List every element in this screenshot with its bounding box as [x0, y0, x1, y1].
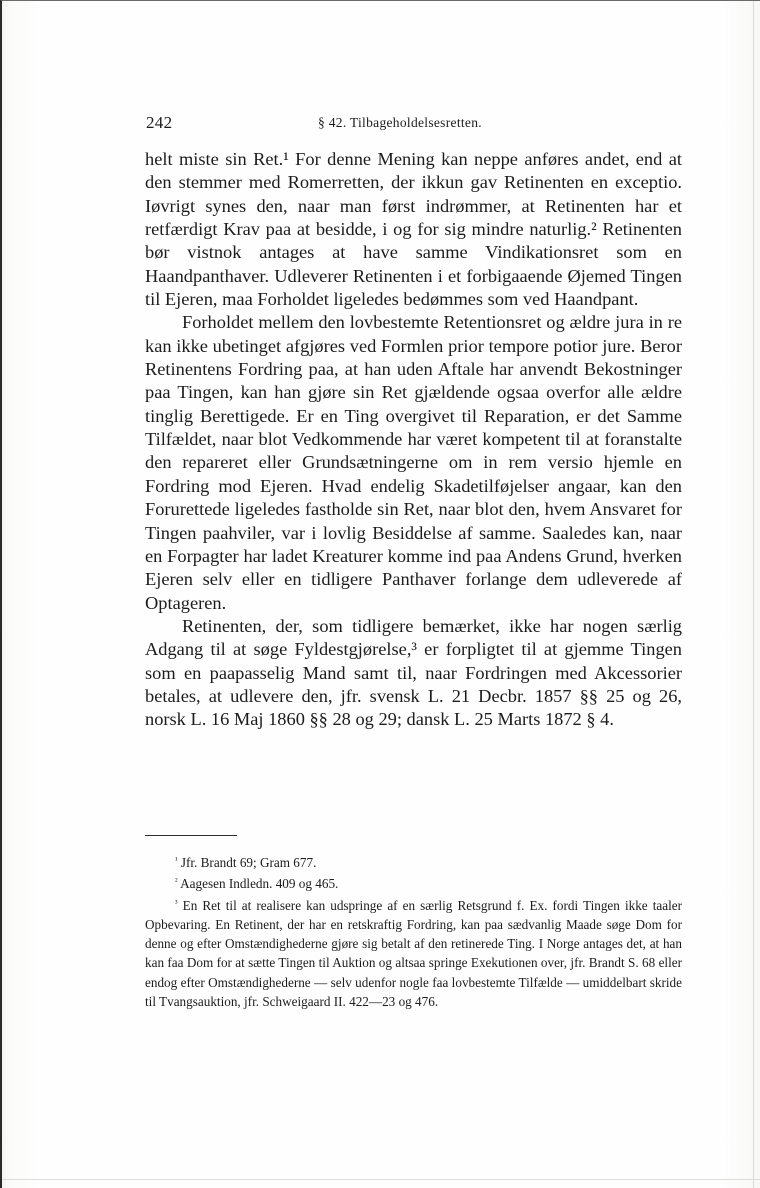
footnote-mark: ¹ [175, 855, 178, 865]
footnote-mark: ³ [175, 897, 178, 908]
paragraph: helt miste sin Ret.¹ For denne Mening kan neppe anføres andet, end at den stemmer med Romerretten, der ikkun gav Retinenten en exceptio. Iøvrigt synes den, naar man først indrømmer, at Retinenten har et retfærdigt Krav paa at besidde, i og for sig mindre naturlig.² Retinenten bør vistnok antages at have samme Vindikationsret som en Haandpanthaver. Udleverer Retinenten i et forbigaaende Øjemed Tingen til Ejeren, maa Forholdet ligeledes bedømmes som ved Haandpant. [145, 149, 682, 310]
footnote-text: Jfr. Brandt 69; Gram 677. [180, 855, 317, 870]
footnote-mark: ² [175, 876, 178, 887]
paragraph: Forholdet mellem den lovbestemte Retentionsret og ældre jura in re kan ikke ubetinget afgjøres ved Formlen prior tempore potior jure. Beror Retinentens Fordring paa, at han uden Aftale har anvendt Bekostninger paa Tingen, kan han gjøre sin Ret gjældende ogsaa overfor alle ældre tinglig Berettigede. Er en Ting overgivet til Reparation, er det Samme Tilfældet, naar blot Vedkommende har været kompetent til at foranstalte den repareret eller Grundsætningerne om in rem versio hjemle en Fordring mod Ejeren. Hvad endelig Skadetilføjelser angaar, kan den Forurettede ligeledes fastholde sin Ret, naar blot den, hvem Ansvaret for Tingen paahviler, var i lovlig Besiddelse af samme. Saaledes kan, naar en Forpagter har ladet Kreaturer komme ind paa Andens Grund, hverken Ejeren selv eller en tidligere Panthaver forlange dem udleverede af Optageren. [145, 312, 682, 613]
footnote [145, 894, 682, 1012]
paragraph: Retinenten, der, som tidligere bemærket, ikke har nogen særlig Adgang til at søge Fyldestgjørelse,³ er forpligtet til at gjemme Tingen som en paapasselig Mand samt til, naar Fordringen med Akcessorier betales, at udlevere den, jfr. svensk L. 21 Decbr. 1857 §§ 25 og 26, norsk L. 16 Maj 1860 §§ 28 og 29; dansk L. 25 Marts 1872 § 4. [145, 615, 682, 730]
footnote-text: En Ret til at realisere kan udspringe af en særlig Retsgrund f. Ex. fordi Tingen ikke taaler Opbevaring. En Retinent, der har en retskraftig Fordring, kan paa sædvanlig Maade søge Dom for denne og efter Omstændighederne gjøre sig betalt af den retinerede Ting. I Norge antages det, at han kan faa Dom for at sætte Tingen til Auktion og altsaa springe Exekutionen over, jfr. Brandt S. 68 eller endog efter Omstændighederne — selv udenfor nogle faa lovbestemte Tilfælde — umiddelbart skride til Tvangsauktion, jfr. Schweigaard II. 422—23 og 476. [145, 897, 682, 1010]
footnotes [145, 851, 682, 1011]
footnote-divider [145, 835, 237, 836]
running-head: § 42. Tilbageholdelsesretten. [318, 115, 482, 130]
page-edge-bottom [2, 1179, 760, 1180]
footnote [145, 851, 682, 872]
body-text [145, 148, 682, 732]
footnote [145, 872, 682, 893]
page-number: 242 [146, 113, 173, 132]
page-edge-right [753, 1, 754, 1188]
footnote-text: Aagesen Indledn. 409 og 465. [180, 876, 339, 892]
page-header [146, 113, 686, 135]
